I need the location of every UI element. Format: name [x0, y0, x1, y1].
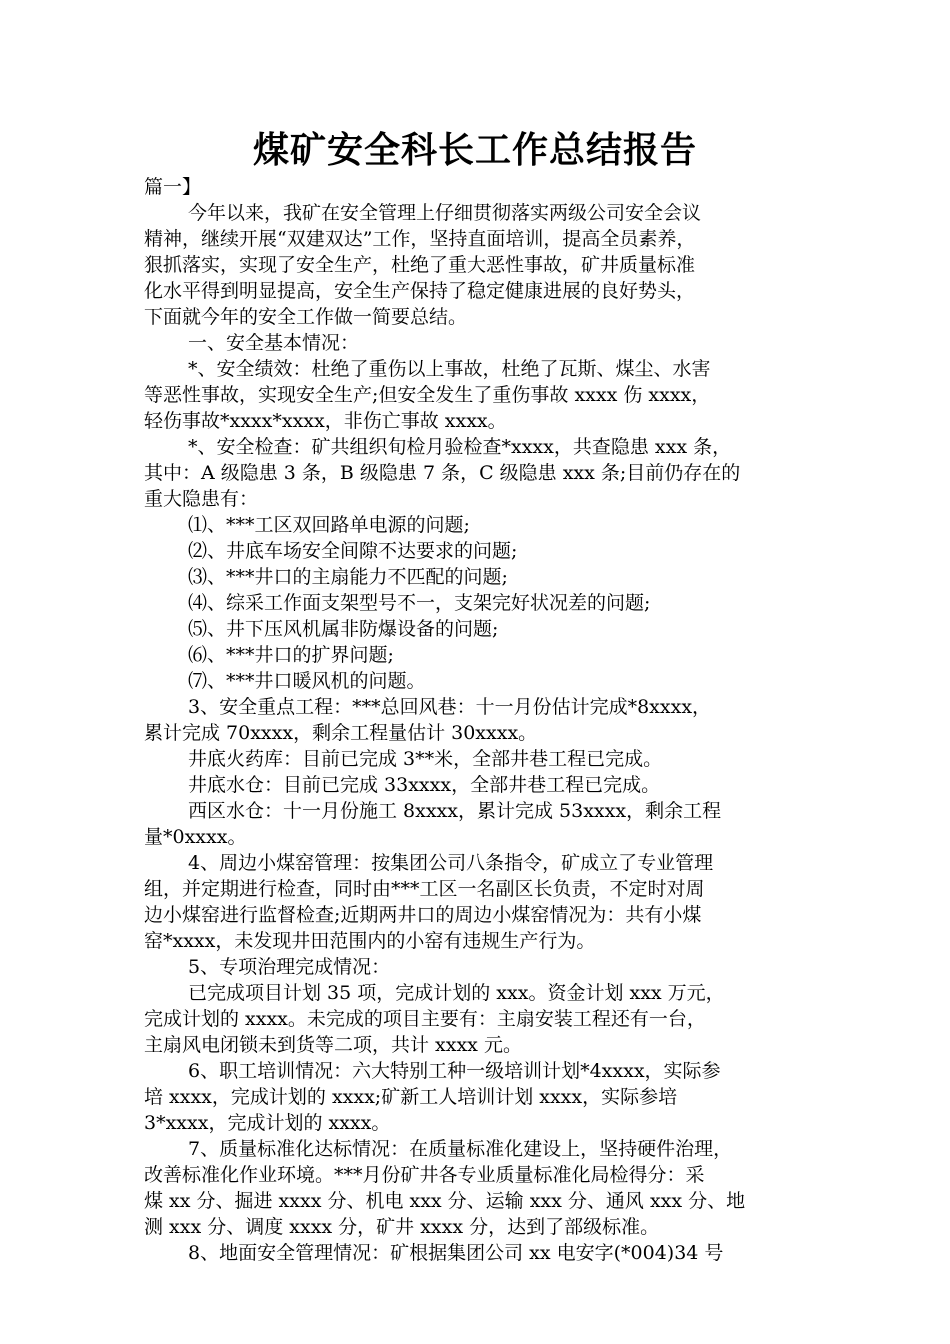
paragraph-line: ⑶、***井口的主扇能力不匹配的问题; [188, 566, 508, 588]
paragraph-line: 边小煤窑进行监督检查;近期两井口的周边小煤窑情况为：共有小煤 [144, 904, 702, 926]
paragraph-line: 8、地面安全管理情况：矿根据集团公司 xx 电安字(*004)34 号 [188, 1242, 724, 1264]
paragraph-line: 已完成项目计划 35 项，完成计划的 xxx。资金计划 xxx 万元， [188, 982, 725, 1004]
paragraph-line: ⑹、***井口的扩界问题; [188, 644, 394, 666]
paragraph-line: ⑸、井下压风机属非防爆设备的问题; [188, 618, 499, 640]
paragraph-line: 煤 xx 分、掘进 xxxx 分、机电 xxx 分、运输 xxx 分、通风 xxx 分、地 [144, 1190, 746, 1212]
paragraph-line: 其中：A 级隐患 3 条，B 级隐患 7 条，C 级隐患 xxx 条;目前仍存在的 [144, 462, 741, 484]
paragraph-line: 测 xxx 分、调度 xxxx 分，矿井 xxxx 分，达到了部级标准。 [144, 1216, 660, 1238]
paragraph-line: 等恶性事故，实现安全生产;但安全发生了重伤事故 xxxx 伤 xxxx， [144, 384, 711, 406]
paragraph-line: 3、安全重点工程：***总回风巷：十一月份估计完成*8xxxx， [188, 696, 712, 718]
paragraph-line: ⑷、综采工作面支架型号不一，支架完好状况差的问题; [188, 592, 651, 614]
paragraph-line: 组，并定期进行检查，同时由***工区一名副区长负责，不定时对周 [144, 878, 705, 900]
paragraph-line: 主扇风电闭锁未到货等二项，共计 xxxx 元。 [144, 1034, 522, 1056]
paragraph-line: 3*xxxx，完成计划的 xxxx。 [144, 1112, 391, 1134]
paragraph-line: 7、质量标准化达标情况：在质量标准化建设上，坚持硬件治理， [188, 1138, 733, 1160]
paragraph-line: 培 xxxx，完成计划的 xxxx;矿新工人培训计划 xxxx，实际参培 [144, 1086, 678, 1108]
paragraph-line: ⑴、***工区双回路单电源的问题; [188, 514, 470, 536]
paragraph-line: 5、专项治理完成情况： [188, 956, 391, 978]
section-label: 篇一】 [144, 176, 202, 198]
paragraph-line: 重大隐患有： [144, 488, 259, 510]
paragraph-line: 今年以来，我矿在安全管理上仔细贯彻落实两级公司安全会议 [188, 202, 702, 224]
paragraph-line: 化水平得到明显提高，安全生产保持了稳定健康进展的良好势头， [144, 280, 696, 302]
paragraph-line: 西区水仓：十一月份施工 8xxxx，累计完成 53xxxx，剩余工程 [188, 800, 722, 822]
paragraph-line: 一、安全基本情况： [188, 332, 360, 354]
paragraph-line: 完成计划的 xxxx。未完成的项目主要有：主扇安装工程还有一台， [144, 1008, 706, 1030]
paragraph-line: 井底火药库：目前已完成 3**米，全部井巷工程已完成。 [188, 748, 663, 770]
paragraph-line: 轻伤事故*xxxx*xxxx，非伤亡事故 xxxx。 [144, 410, 507, 432]
paragraph-line: 累计完成 70xxxx，剩余工程量估计 30xxxx。 [144, 722, 538, 744]
paragraph-line: 量*0xxxx。 [144, 826, 247, 848]
paragraph-line: 窑*xxxx，未发现井田范围内的小窑有违规生产行为。 [144, 930, 596, 952]
paragraph-line: *、安全绩效：杜绝了重伤以上事故，杜绝了瓦斯、煤尘、水害 [188, 358, 711, 380]
paragraph-line: 下面就今年的安全工作做一简要总结。 [144, 306, 468, 328]
paragraph-line: ⑵、井底车场安全间隙不达要求的问题; [188, 540, 518, 562]
paragraph-line: 井底水仓：目前已完成 33xxxx，全部井巷工程已完成。 [188, 774, 661, 796]
paragraph-line: 4、周边小煤窑管理：按集团公司八条指令，矿成立了专业管理 [188, 852, 714, 874]
document-body [144, 174, 808, 1266]
paragraph-line: 6、职工培训情况：六大特别工种一级培训计划*4xxxx，实际参 [188, 1060, 721, 1082]
paragraph-line: 狠抓落实，实现了安全生产，杜绝了重大恶性事故，矿井质量标准 [144, 254, 696, 276]
document-title: 煤矿安全科长工作总结报告 [252, 130, 697, 171]
paragraph-line: 改善标准化作业环境。***月份矿井各专业质量标准化局检得分：采 [144, 1164, 705, 1186]
paragraph-line: ⑺、***井口暖风机的问题。 [188, 670, 426, 692]
paragraph-line: 精神，继续开展“双建双达”工作，坚持直面培训，提高全员素养， [144, 228, 696, 250]
paragraph-line: *、安全检查：矿共组织旬检月验检查*xxxx，共查隐患 xxx 条， [188, 436, 732, 458]
